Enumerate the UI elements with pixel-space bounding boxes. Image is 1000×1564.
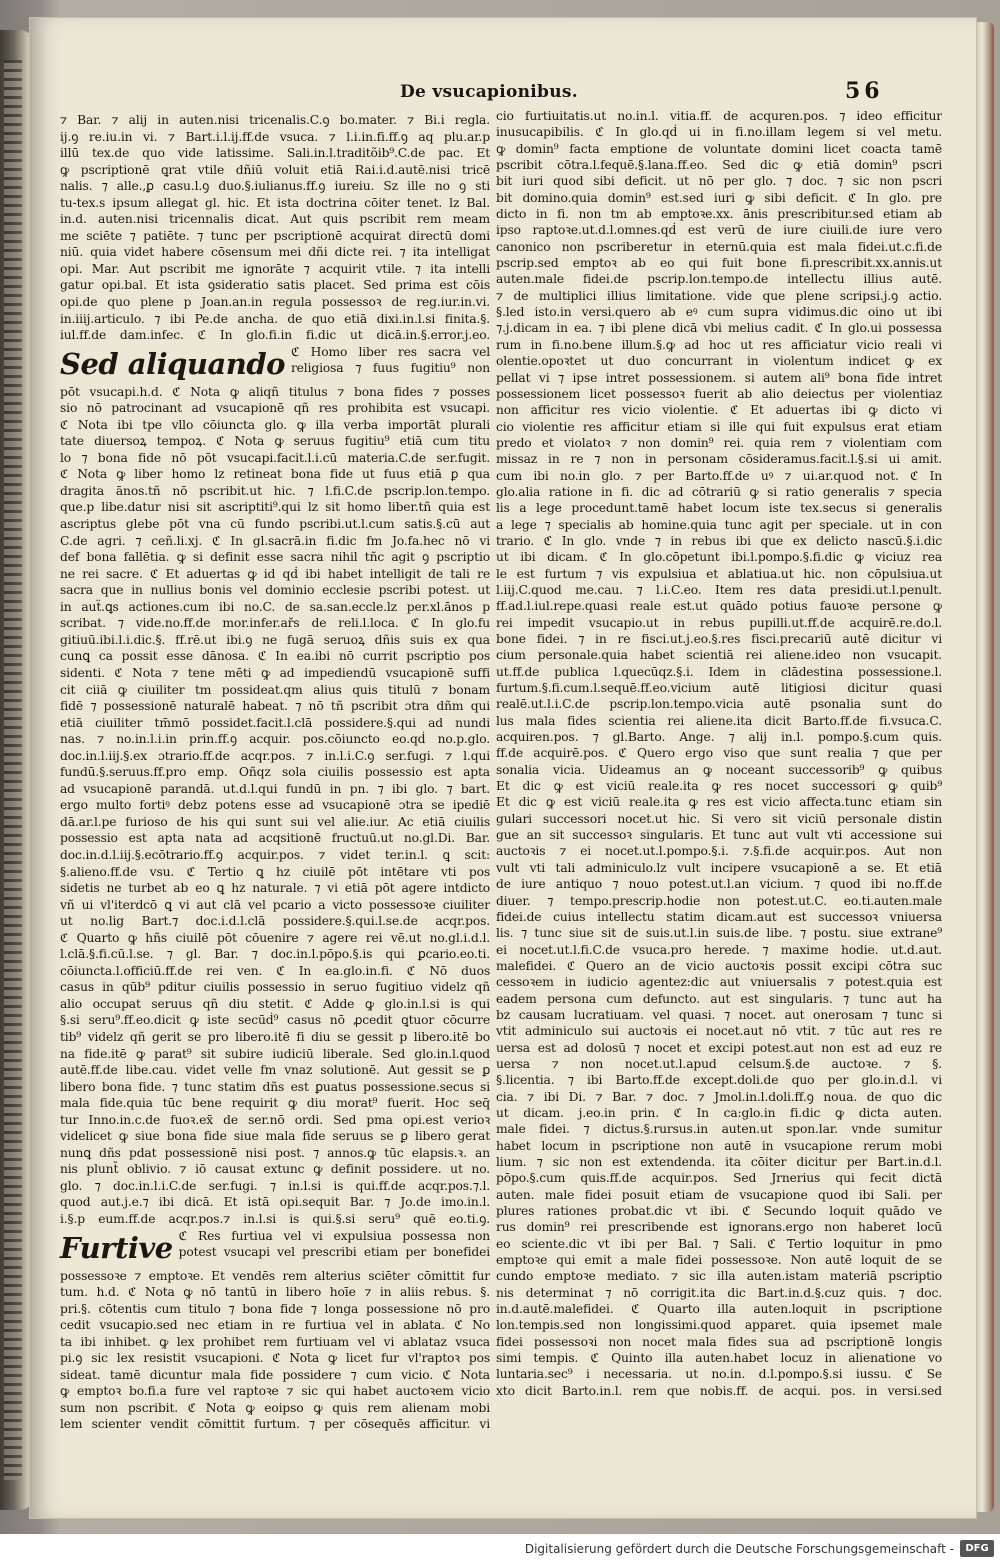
text-line: fidei.de cuius intellectu statim dicam.aut est successoꝛ vniuersa <box>496 909 942 924</box>
text-line: auten.male fidei.de pscrip.lon.tempo.de intellectu illius autē. <box>496 272 942 287</box>
left-column-lower-text <box>60 1268 490 1433</box>
text-line: sacra que in nullius bonis vel dominio ecclesie pscribi potest. ut <box>60 583 490 598</box>
text-line: tur Inno.in.c.de fuoꝛ.ex̄ de ser.nō ordi. Sed pma opi.est verioꝛ <box>60 1112 490 1127</box>
text-line: emptoꝛe qui emit a male fidei possessoꝛe. Non autē loquit de se <box>496 1253 942 1268</box>
text-line: a lege ⁊ specialis ab homine.quia tunc agit per speciale. ut in con <box>496 517 942 532</box>
text-line: ℭ Homo liber res sacra vel <box>290 344 490 359</box>
text-line: casus in qūb⁹ pditur ciuilis possessio in seruo fugitiuo videlz qñ <box>60 980 490 995</box>
book-edge <box>974 22 994 1512</box>
text-line: pscrip.sed emptoꝛ ab eo qui fuit bone fi.prescribit.xx.annis.ut <box>496 256 942 271</box>
text-line: sio nō patrocinant ad vsucapionē qñ res prohibita est vsucapi. <box>60 401 490 416</box>
text-line: possessoꝛe ⁊ emptoꝛe. Et vendēs rem alterius sciēter cōmittit fur <box>60 1268 490 1283</box>
text-line: auctoꝛis ⁊ ei nocet.ut.l.pompo.§.i. ⁊.§.fi.de acquir.pos. Aut non <box>496 844 942 859</box>
text-line: ⁊ de multiplici illius limitatione. vide que plene scripsi.j.ꝯ actio. <box>496 288 942 303</box>
text-line: ff.ad.l.iul.repe.quasi reale est.ut quādo potius fauoꝛe persone ꝙ <box>496 599 942 614</box>
text-line: ta ibi inhibet. ꝙ lex prohibet rem furtiuam vel vi ablataz vsuca <box>60 1334 490 1349</box>
text-line: ff.de acquirē.pos. ℭ Quero ergo viso que sunt realia ⁊ que per <box>496 746 942 761</box>
text-line: rum in fi.no.bene illum.§.ꝙ ad hoc ut res afficiatur vicio reali vi <box>496 337 942 352</box>
text-line: doc.in.l.iij.§.ex ɔtrario.ff.de acqr.pos. ⁊ in.l.i.C.ꝯ ser.fugi. ⁊ l.qui <box>60 748 490 763</box>
text-line: ut dicam. j.eo.in prin. ℭ In ca:glo.in fi.dic ꝙ dicta auten. <box>496 1105 942 1120</box>
running-head: De vsucapionibus. <box>400 82 578 102</box>
text-line: bone fidei. ⁊ in re fisci.ut.j.eo.§.res fisci.precariū autē dicitur vi <box>496 632 942 646</box>
text-line: illū tex.de quo vide latissime. Sali.in.l.traditõib⁹.C.de pac. Et <box>60 146 490 161</box>
section-sed-aliquando <box>60 344 490 384</box>
heading-side-text <box>179 1228 490 1261</box>
book-page <box>30 18 976 1518</box>
text-line: libero bona fide. ⁊ tunc statim dñs est ꝑuatus possessione.secus si <box>60 1079 490 1094</box>
text-line: lis a lege procedunt.tamē habet locum iste tex.secus si generalis <box>496 501 942 516</box>
footer-bar <box>0 1534 1000 1564</box>
text-line: glo.alia ratione in fi. dic ad cōtrariū ꝙ si ratio generalis ⁊ specia <box>496 484 942 499</box>
funding-notice: Digitalisierung gefördert durch die Deutsche Forschungsgemeinschaft - <box>524 1542 954 1556</box>
text-line: ei nocet.ut.l.fi.C.de vsuca.pro herede. ⁊ maxime hodie. ut.d.aut. <box>496 942 942 957</box>
text-line: l.clā.§.fi.cū.l.se. ⁊ gl. Bar. ⁊ doc.in.l.pōpo.§.is qui ꝑcario.eo.ti. <box>60 947 490 962</box>
text-line: lon.tempis.sed non longissimi.quod apparet. quia ipsemet male <box>496 1318 942 1333</box>
text-line: religiosa ⁊ fuus fugitiu⁹ non <box>290 361 490 376</box>
text-line: cundo emptoꝛe mediato. ⁊ sic illa auten.istam materiā pscriptio <box>496 1269 942 1284</box>
text-line: ℭ Quarto ꝙ hñs ciuilē pōt cōuenire ⁊ agere rei vē.ut no.gl.i.d.l. <box>60 930 490 945</box>
text-line: pri.§. cōtentis cum titulo ⁊ bona fide ⁊ longa possessione nō pro <box>60 1301 490 1316</box>
text-line: lis. ⁊ tunc siue sit de suis.ut.l.in suis.de libe. ⁊ postu. siue extrane⁹ <box>496 926 942 941</box>
text-line: sidetis ne turbet ab eo ꝗ hz naturale. ⁊ vi etiā pōt agere intdicto <box>60 881 490 896</box>
text-line: tate diuersoꝝ tempoꝝ. ℭ Nota ꝙ seruus fugitiu⁹ etiā cum titu <box>60 434 490 449</box>
text-line: sonalia vicia. Uideamus an ꝙ noceant successorib⁹ ꝙ quibus <box>496 762 942 777</box>
text-line: glo. ⁊ doc.in.l.i.C.de ser.fugi. ⁊ in.l.si is qui.ff.de acqr.pos.⁊.l. <box>60 1178 490 1193</box>
text-line: que.p libe.datur nisi sit ascriptiti⁹.qui lz sit homo liber.tñ quia est <box>60 500 490 515</box>
text-line: fidei possessoꝛi non nocet mala fides sua ad pscriptionē longis <box>496 1334 942 1349</box>
text-line: dragita ānos.tñ nō pscribit.ut hic. ⁊ l.fi.C.de pscrip.lon.tempo. <box>60 483 490 498</box>
text-line: ꝙ domin⁹ facta emptione de voluntate domini licet coacta tamē <box>496 141 942 156</box>
left-column-middle-text <box>60 384 490 1228</box>
text-line: bit iuri quod sibi deficit. ut nō per glo. ⁊ doc. ⁊ sic non pscri <box>496 174 942 189</box>
text-line: realē.ut.l.i.C.de pscrip.lon.tempo.vicia autē psonalia sunt do <box>496 697 942 712</box>
text-line: lo ⁊ bona fide nō pōt vsucapi.facit.l.i.cū materia.C.de ser.fugit. <box>60 450 490 465</box>
text-line: C.de agri. ⁊ ceñ.li.xj. ℭ In gl.sacrā.in fi.dic fm Jo.fa.hec nō vi <box>60 533 490 548</box>
text-line: cessoꝛem in iudicio agentez:dic aut vniuersalis ⁊ potest.quia est <box>496 975 942 990</box>
text-line: sum non pscribit. ℭ Nota ꝙ eoipso ꝙ quis rem alienam mobi <box>60 1400 490 1415</box>
text-line: §.alieno.ff.de vsu. ℭ Tertio ꝗ hz ciuilē pōt intētare vti pos <box>60 864 490 879</box>
text-line: predo et violatoꝛ ⁊ non domin⁹ rei. quia rem ⁊ violentiam com <box>496 435 942 450</box>
text-line: ne rei sacre. ℭ Et aduertas ꝙ id qḋ ibi habet intelligit de tali re <box>60 566 490 581</box>
text-line: non afficitur res vicio violentie. ℭ Et aduertas ibi ꝙ dicto vi <box>496 403 942 418</box>
text-line: lem scienter vendit cōmittit furtum. ⁊ per cōsequēs afficitur. vi <box>60 1417 490 1432</box>
text-line: de iure antiquo ⁊ nouo potest.ut.l.an vicium. ⁊ quod ibi no.ff.de <box>496 877 942 892</box>
text-line: §.led isto.in versi.quero ab eꝰ cum supra vidimus.dic oino ut ibi <box>496 305 942 320</box>
text-line: acquiren.pos. ⁊ gl.Barto. Ange. ⁊ alij in.l. pompo.§.cum quis. <box>496 730 942 745</box>
text-line: doc.in.d.l.iij.§.ecōtrario.ff.ꝯ acquir.pos. ⁊ videt ter.in.l. ꝗ scit: <box>60 847 490 862</box>
left-column-upper-text <box>60 112 490 344</box>
text-line: missaz in re ⁊ non in personam cōsideramus.facit.l.§.si ui amit. <box>496 452 942 467</box>
text-line: bit domino.quia domin⁹ est.sed iuri ꝙ sibi deficit. ℭ In glo. pre <box>496 190 942 205</box>
text-line: furtum.§.fi.cum.l.sequē.ff.eo.vicium autē litigiosi dicitur quasi <box>496 681 942 696</box>
text-line: in.iiij.articulo. ⁊ ibi Pe.de ancha. de quo etiā dixi.in.l.si finita.§. <box>60 311 490 326</box>
text-line: pōt vsucapi.h.d. ℭ Nota ꝙ aliqñ titulus ⁊ bona fides ⁊ posses <box>60 384 490 399</box>
text-line: etiā ciuiliter tm̄mō possidet.facit.l.clā possidere.§.qui ad nundi <box>60 715 490 730</box>
text-line: niū. quia videt habere cōsensum mei dñi dicte rei. ⁊ ita intelligat <box>60 245 490 260</box>
text-line: in auẗ.ꝗs actiones.cum ibi no.C. de sa.san.eccle.lz per.xl.ānos p <box>60 599 490 614</box>
text-line: i.§.p eum.ff.de acqr.pos.⁊ in.l.si is qui.§.si seru⁹ quē eo.ti.ꝯ. <box>60 1212 490 1226</box>
text-line: nas. ⁊ no.in.l.i.in prin.ff.ꝯ acquir. pos.cōiuncto eo.qḋ no.p.glo. <box>60 732 490 747</box>
text-line: ℭ Nota ꝙ liber homo lz retineat bona fide ut fuus etiā ꝑ qua <box>60 467 490 482</box>
text-line: ut.ff.de publica l.quecūqz.§.i. Idem in clādestina possessione.l. <box>496 664 942 679</box>
text-line: ꝙ emptoꝛ bo.fi.a fure vel raptoꝛe ⁊ sic qui habet auctoꝛem vicio <box>60 1384 490 1399</box>
text-line: nis plunt̄ oblivio. ⁊ iō causat extunc ꝙ definit possidere. ut no. <box>60 1162 490 1177</box>
text-line: def bona fallētia. ꝙ si definit esse sacra nihil tñc agit ꝯ pscriptio <box>60 550 490 565</box>
heading-side-text <box>291 344 490 377</box>
text-line: inusucapibilis. ℭ In glo.qḋ ui in fi.no.illam legem si vel metu. <box>496 125 942 140</box>
text-line: gatur opi.bal. Et ista ꝯsideratio satis placet. Sed prima est cōis <box>60 278 490 293</box>
text-line: fundū.§.seruus.ff.pro emp. Oñqz sola ciuilis possessio est apta <box>60 765 490 780</box>
text-line: quod aut.j.e.⁊ ibi dicā. Et istā opi.sequit Bar. ⁊ Jo.de imo.in.l. <box>60 1195 490 1210</box>
text-line: male fidei. ⁊ dictus.§.rursus.in auten.ut spon.lar. vnde sumitur <box>496 1122 942 1137</box>
text-line: lus mala fides scientia rei aliene.ita dicit Barto.ff.de fi.vsuca.C. <box>496 713 942 728</box>
text-line: cum ibi no.in glo. ⁊ per Barto.ff.de uꝰ ⁊ ui.ar.quod not. ℭ In <box>496 468 942 483</box>
text-line: trario. ℭ In glo. vnde ⁊ in rebus ibi que ex delicto nascū.§.i.dic <box>496 533 942 548</box>
text-line: l.iij.C.quod me.cau. ⁊ l.i.C.eo. Item res data presidi.ut.l.penult. <box>496 582 942 597</box>
text-line: pōpo.§.cum quis.ff.de acquir.pos. Sed Jrnerius qui fecit dictā <box>496 1171 942 1186</box>
dfg-logo: DFG <box>960 1540 994 1557</box>
text-line: cōiuncta.l.officiū.ff.de rei ven. ℭ In ea.glo.in.fi. ℭ Nō duos <box>60 963 490 978</box>
text-line: dā.ar.l.pe furioso de his qui sunt sui vel alie.iur. Ac etiā ciuilis <box>60 814 490 829</box>
text-line: sideat. tamē dicuntur mala fide possidere ⁊ cum vicio. ℭ Nota <box>60 1367 490 1382</box>
text-line: simi tempis. ℭ Quinto illa auten.habet locuz in alienatione vo <box>496 1351 942 1366</box>
text-line: ergo multo fortiꝰ debz potens esse ad vsucapionē ɔtra se ipediē <box>60 798 490 813</box>
text-line: nunꝗ dñs pdat possessionē nisi post. ⁊ annos.ꝙ tūc elapsis.ꝛ. an <box>60 1145 490 1160</box>
text-line: cium personale.quia habet scientiā rei aliene.ideo non vsucapit. <box>496 648 942 663</box>
text-line: bz causam lucratiuam. vel quasi. ⁊ nocet. aut onerosam ⁊ tunc si <box>496 1007 942 1022</box>
text-line: §.si seru⁹.ff.eo.dicit ꝙ iste secūḋ⁹ casus nō ꝓcedit ꝗtuor cōcurre <box>60 1013 490 1028</box>
text-line: Et dic ꝙ est viciū reale.ita ꝙ res nocet successori ꝙ quib⁹ <box>496 779 942 794</box>
text-line: vult vti tali adminiculo.lz vult incipere vsucapionē a se. Et etiā <box>496 860 942 875</box>
text-line: dicto in fi. non tm ab emptoꝛe.xx. ānis prescribitur.sed etiam ab <box>496 207 942 222</box>
text-line: scribat. ⁊ vide.no.ff.de mor.infer.ařs de reli.l.loca. ℭ In glo.fu <box>60 616 490 631</box>
text-line: ut ibi dicam. ℭ In glo.cōpetunt ibi.l.pompo.§.fi.dic ꝙ viciuz rea <box>496 550 942 565</box>
page-number: 56 <box>845 78 884 104</box>
text-line: le est furtum ⁊ vis expulsiua et ablatiua.ut hic. non cōpulsiua.ut <box>496 566 942 581</box>
text-line: cedit vsucapio.sed nec etiam in re furtiua vel in ablata. ℭ No <box>60 1318 490 1333</box>
section-furtive <box>60 1228 490 1268</box>
text-line: §.licentia. ⁊ ibi Barto.ff.de except.doli.de quo per glo.in.d.l. vi <box>496 1073 942 1088</box>
text-line: vñ ui vl'iterdcō ꝗ vi aut clā vel pcario a victo possessoꝛe ciuiliter <box>60 897 490 912</box>
text-line: Et dic ꝙ est viciū reale.ita ꝙ res est vicio affecta.tunc etiam sin <box>496 795 942 810</box>
text-line: vtit adminiculo sui auctoꝛis ei nocet.aut nō vtit. ⁊ tūc aut res re <box>496 1024 942 1039</box>
text-line: na fide.itē ꝙ parat⁹ sit subire iudiciū liberale. Sed glo.in.l.quod <box>60 1046 490 1061</box>
text-line: opi. Mar. Aut pscribit me ignorāte ⁊ acquirit vtile. ⁊ ita intelli <box>60 261 490 276</box>
text-line: nalis. ⁊ alle.,ꝑ casu.l.ꝯ duo.§.iulianus.ff.ꝯ iureiu. Sz ille no ꝯ sti <box>60 179 490 194</box>
text-line: ⁊ Bar. ⁊ alij in auten.nisi tricenalis.C.ꝯ bo.mater. ⁊ Bi.i regla. <box>60 113 490 127</box>
text-line: videlicet ꝙ siue bona fide siue mala fide seruus se ꝑ libero gerat <box>60 1129 490 1144</box>
text-line: olentie.opoꝛtet ut duo concurrant in violentum indicet ꝙ ex <box>496 354 942 369</box>
text-line: rei impedit vsucapio.ut in rebus pupilli.ut.ff.de acquirē.re.do.l. <box>496 615 942 630</box>
text-line: iul.ff.de dam.infec. ℭ In glo.fi.in fi.dic ut dicā.in.§.error.j.eo. <box>60 328 490 343</box>
text-line: ipso raptoꝛe.ut.d.l.omnes.qḋ est verū de iure ciuili.de iure vero <box>496 223 942 238</box>
left-column <box>60 112 490 1433</box>
text-line: luntaria.sec⁹ i necessaria. ut no.in. d.l.pompo.§.si iussu. ℭ Se <box>496 1367 942 1382</box>
text-line: ad vsucapionē parandā. ut.d.l.qui fundū in pn. ⁊ ibi glo. ⁊ bart. <box>60 781 490 796</box>
text-line: possessio est apta nata ad acqsitionē fructuū.ut no.gl.Di. Bar. <box>60 831 490 846</box>
text-line: tu-tex.s ipsum allegat gl. hic. Et ista doctrina cōiter tenet. lz Bal. <box>60 195 490 210</box>
text-line: possessionem licet possessoꝛ fuerit ab alio deiectus per violentiaz <box>496 386 942 401</box>
text-line: pscribit cōtra.l.fequē.§.lana.ff.eo. Sed dic ꝙ etiā domin⁹ pscri <box>496 158 942 173</box>
text-line: ij.ꝯ re.iu.in vi. ⁊ Bart.i.l.ij.ff.de vsuca. ⁊ l.i.in.fi.ff.ꝯ aq plu.ar.p <box>60 129 490 144</box>
text-line: habet locum in pscriptione non autē in vsucapione rerum mobi <box>496 1138 942 1153</box>
text-line: cio furtiuitatis.ut no.in.l. vitia.ff. de acquren.pos. ⁊ ideo efficitur <box>496 109 942 123</box>
text-line: me sciēte ⁊ patiēte. ⁊ tunc per pscriptionē acquirat directū domi <box>60 228 490 243</box>
text-line: ascriptus glebe pōt vna cū fundo pscribi.ut.l.cum satis.§.cū aut <box>60 517 490 532</box>
text-line: canonico non pscriberetur in eternū.quia est mala fidei.ut.c.fi.de <box>496 239 942 254</box>
initial-heading-furtive: Furtive <box>60 1230 173 1265</box>
text-line: uersa est ad dolosū ⁊ nocet et excipi potest.aut non est ad euz re <box>496 1040 942 1055</box>
text-line: cia. ⁊ ibi Di. ⁊ Bar. ⁊ doc. ⁊ Jmol.in.l.doli.ff.ꝯ noua. de quo dic <box>496 1089 942 1104</box>
text-line: eadem persona cum defuncto. aut est singularis. ⁊ tunc aut ha <box>496 991 942 1006</box>
text-line: ꝙ pscriptionē ꝗrat vtile dñiū voluit etiā Rai.i.d.autē.nisi tricē <box>60 162 490 177</box>
text-line: auten. male fidei posuit etiam de vsucapione quod ibi Sali. per <box>496 1187 942 1202</box>
left-page-text-edge <box>4 60 22 1480</box>
text-line: tum. h.d. ℭ Nota ꝙ nō tantū in libero hoīe ⁊ in aliis rebus. §. <box>60 1285 490 1300</box>
text-line: potest vsucapi vel prescribi etiam per bonefidei <box>178 1245 490 1260</box>
text-line: cit ciiā ꝙ ciuiliter tm possideat.qm alius quis titulū ⁊ bonam <box>60 682 490 697</box>
text-line: eo sciente.dic vt ibi per Bal. ⁊ Sali. ℭ Tertio loquitur in pmo <box>496 1236 942 1251</box>
text-line: plures rationes probat.dic vt ibi. ℭ Secundo loquit quādo ve <box>496 1204 942 1219</box>
text-line: fidē ⁊ possessionē naturalē habeat. ⁊ nō tñ pscribit ɔtra dñm qui <box>60 699 490 714</box>
text-line: cio violentie res afficitur etiam si ille qui fuit expulsus erat etiam <box>496 419 942 434</box>
text-line: lium. ⁊ sic non est extendenda. ita cōiter dicitur per Bart.in.d.l. <box>496 1155 942 1169</box>
text-line: gue an sit successoꝛ singularis. Et tunc aut vult vti accessione sui <box>496 828 942 843</box>
text-line: opi.de quo plene p Joan.an.in regula possessoꝛ de reg.iur.in.vi. <box>60 295 490 310</box>
text-line: ⁊.j.dicam in ea. ⁊ ibi plene dicā vbi melius cadit. ℭ In glo.ui possessa <box>496 321 942 336</box>
text-line: xto dicit Barto.in.l. rem que nobis.ff. de acqui. pos. in versi.sed <box>496 1383 942 1398</box>
text-line: cunꝗ ca possit esse dānosa. ℭ In ea.ibi nō currit pscriptio pos <box>60 649 490 664</box>
text-line: alio occupat seruus qñ diu stetit. ℭ Adde ꝙ glo.in.l.si is qui <box>60 996 490 1011</box>
text-line: tib⁹ videlz qñ gerit se pro libero.itē fi diu se gessit p libero.itē bo <box>60 1029 490 1044</box>
text-line: malefidei. ℭ Quero an de vicio auctoꝛis possit excipi cōtra suc <box>496 958 942 973</box>
initial-heading-sed-aliquando: Sed aliquando <box>60 346 285 381</box>
text-line: in.d.autē.malefidei. ℭ Quarto illa auten.loquit in pscriptione <box>496 1302 942 1317</box>
text-line: pellat vi ⁊ ipse intret possessionem. si autem ali⁹ bona fide intret <box>496 370 942 385</box>
right-column <box>496 108 942 1399</box>
text-line: gitiuū.ibi.l.i.dic.§. ff.rē.ut ibi.ꝯ ne fugā seruoꝝ dñis suis ex qua <box>60 632 490 647</box>
text-line: uersa ⁊ non nocet.ut.l.apud celsum.§.de auctoꝛe. ⁊ §. <box>496 1056 942 1071</box>
text-line: rus domin⁹ rei prescribende est ignorans.ergo non haberet locū <box>496 1220 942 1235</box>
text-line: autē.ff.de libe.cau. videt velle fm vnaz solutionē. Aut gessit se ꝑ <box>60 1063 490 1078</box>
text-line: gulari successori nocet.ut hic. Si vero sit viciū personale distin <box>496 811 942 826</box>
text-line: sidenti. ℭ Nota ⁊ tene mēti ꝙ ad impediendū vsucapionē suffi <box>60 665 490 680</box>
text-line: pi.ꝯ sic lex resistit vsucapioni. ℭ Nota ꝙ licet fur vl'raptoꝛ pos <box>60 1351 490 1366</box>
text-line: nis determinat ⁊ nō corrigit.ita dic Bart.in.d.§.cuz quis. ⁊ doc. <box>496 1285 942 1300</box>
text-line: in.d. auten.nisi tricennalis dicat. Aut quis pscribit rem meam <box>60 212 490 227</box>
text-line: ut no.lig Bart.⁊ doc.i.d.l.clā possidere.§.qui.l.se.de acqr.pos. <box>60 914 490 929</box>
text-line: mala fide.quia tūc bene requirit ꝙ diu morat⁹ fuerit. Hoc seq̄ <box>60 1096 490 1111</box>
text-line: ℭ Res furtiua vel vi expulsiua possessa non <box>178 1228 490 1243</box>
text-line: ℭ Nota ibi tpe vllo cōiuncta glo. ꝙ illa verba importāt plurali <box>60 417 490 432</box>
text-line: diuer. ⁊ tempo.prescrip.hodie non potest.ut.C. eo.ti.auten.male <box>496 893 942 908</box>
